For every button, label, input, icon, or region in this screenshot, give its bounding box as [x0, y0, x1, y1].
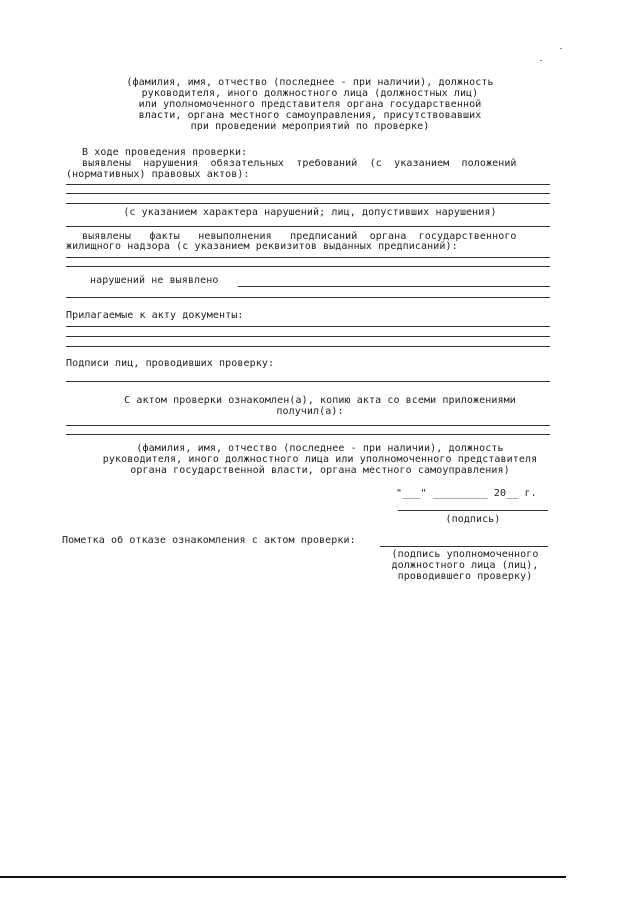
violations-caption: (с указанием характера нарушений; лиц, допустивших нарушения)	[123, 207, 497, 218]
acquaintance-caption-line-2: руководителя, иного должностного лица или уполномоченного представителя	[102, 454, 538, 465]
refusal-label: Пометка об отказе ознакомления с актом проверки:	[62, 535, 356, 546]
violations-text-line-2: (нормативных) правовых актов):	[66, 169, 250, 180]
refusal-caption-line-1: (подпись уполномоченного	[391, 549, 539, 560]
attachments-label: Прилагаемые к акту документы:	[66, 310, 244, 321]
acquaintance-caption-line-3: органа государственной власти, органа местного самоуправления)	[130, 465, 510, 476]
violations-blank-line-3	[66, 203, 550, 204]
signatures-label: Подписи лиц, проводивших проверку:	[66, 358, 275, 369]
acquaintance-date: "___" _________ 20__ г.	[396, 488, 537, 499]
acquaintance-blank-line-1	[66, 425, 550, 426]
acquaintance-signature-caption: (подпись)	[445, 514, 501, 525]
attachments-blank-line-3	[66, 346, 550, 347]
scan-speck	[560, 48, 562, 49]
violations-text-line-1: выявлены нарушения обязательных требований (с указанием положений	[82, 158, 517, 169]
orders-text-line-1: выявлены факты невыполнения предписаний органа государственного	[82, 231, 517, 242]
header-caption-line-3: или уполномоченного представителя органа государственной	[138, 99, 482, 110]
header-caption-line-4: власти, органа местного самоуправления, присутствовавших	[138, 110, 482, 121]
orders-top-line	[66, 226, 550, 227]
scan-speck	[540, 60, 542, 61]
header-caption-line-1: (фамилия, имя, отчество (последнее - при наличии), должность	[126, 77, 494, 88]
inspection-intro: В ходе проведения проверки:	[82, 147, 248, 158]
refusal-signature-line	[380, 546, 548, 547]
orders-blank-line-1	[66, 257, 550, 258]
violations-blank-line-1	[66, 184, 550, 185]
violations-blank-line-2	[66, 193, 550, 194]
signatures-blank-line	[66, 381, 550, 382]
no-violations-blank-line	[66, 297, 550, 298]
orders-text-line-2: жилищного надзора (с указанием реквизитов выданных предписаний):	[66, 241, 458, 252]
acquaintance-blank-line-2	[66, 434, 550, 435]
attachments-blank-line-2	[66, 336, 550, 337]
no-violations-line	[238, 286, 550, 287]
acquaintance-text-line-2: получил(а):	[276, 406, 344, 417]
acquaintance-caption-line-1: (фамилия, имя, отчество (последнее - при наличии), должность	[136, 443, 504, 454]
orders-blank-line-2	[66, 266, 550, 267]
no-violations-label: нарушений не выявлено	[90, 275, 219, 286]
acquaintance-text-line-1: С актом проверки ознакомлен(а), копию акта со всеми приложениями	[124, 395, 516, 406]
refusal-caption-line-2: должностного лица (лиц),	[391, 560, 539, 571]
header-caption-line-2: руководителя, иного должностного лица (должностных лиц)	[141, 88, 479, 99]
acquaintance-signature-line	[398, 510, 548, 511]
header-caption-line-5: при проведении мероприятий по проверке)	[190, 121, 430, 132]
page-bottom-edge	[0, 876, 566, 878]
refusal-caption-line-3: проводившего проверку)	[397, 571, 533, 582]
attachments-blank-line-1	[66, 326, 550, 327]
